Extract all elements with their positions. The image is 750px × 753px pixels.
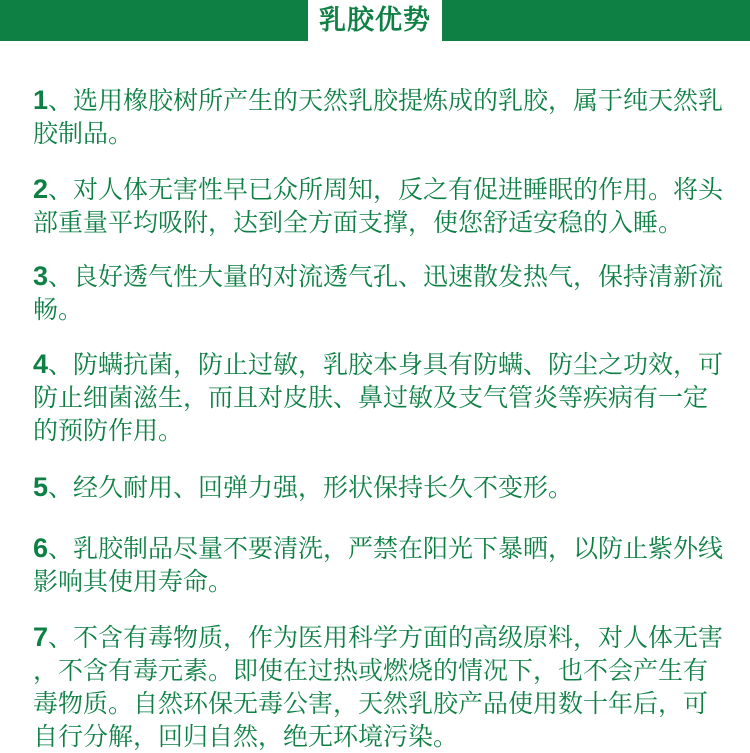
item-number: 5 <box>33 472 49 502</box>
advantage-item-7 <box>33 621 723 753</box>
advantage-item-2 <box>33 173 723 239</box>
item-text: 胶制品。 <box>33 119 134 148</box>
item-text: 的预防作用。 <box>33 416 184 445</box>
item-separator: 、 <box>48 86 74 115</box>
item-text: 经久耐用、回弹力强，形状保持长久不变形。 <box>73 473 574 502</box>
item-text: 乳胶制品尽量不要清洗，严禁在阳光下暴晒，以防止紫外线 <box>73 534 724 563</box>
item-number: 3 <box>33 261 49 291</box>
header-title-box <box>308 0 442 41</box>
item-number: 1 <box>33 85 49 115</box>
item-separator: 、 <box>48 350 74 379</box>
item-separator: 、 <box>48 262 74 291</box>
item-text: 防止细菌滋生，而且对皮肤、鼻过敏及支气管炎等疾病有一定 <box>33 383 709 412</box>
item-number: 7 <box>33 622 49 652</box>
advantage-item-6 <box>33 532 723 598</box>
item-text: 部重量平均吸附，达到全方面支撑，使您舒适安稳的入睡。 <box>33 208 684 237</box>
advantage-item-5 <box>33 471 573 504</box>
page-title: 乳胶优势 <box>319 5 431 36</box>
item-number: 4 <box>33 349 49 379</box>
item-separator: 、 <box>48 623 74 652</box>
advantage-item-4 <box>33 348 723 447</box>
item-separator: 、 <box>48 473 74 502</box>
item-text: 毒物质。自然环保无毒公害，天然乳胶产品使用数十年后，可 <box>33 689 709 718</box>
item-separator: 、 <box>48 534 74 563</box>
advantage-item-3 <box>33 260 723 326</box>
item-text: 对人体无害性早已众所周知，反之有促进睡眠的作用。将头 <box>73 175 724 204</box>
item-number: 6 <box>33 533 49 563</box>
item-text: 畅。 <box>33 295 84 324</box>
item-text: 影响其使用寿命。 <box>33 567 234 596</box>
item-text: 不含有毒物质，作为医用科学方面的高级原料，对人体无害 <box>73 623 724 652</box>
item-text: 良好透气性大量的对流透气孔、迅速散发热气，保持清新流 <box>73 262 724 291</box>
item-number: 2 <box>33 174 49 204</box>
item-text: 自行分解，回归自然，绝无环境污染。 <box>33 722 459 751</box>
item-separator: 、 <box>48 175 74 204</box>
advantage-item-1 <box>33 84 723 150</box>
item-text: 防螨抗菌，防止过敏，乳胶本身具有防螨、防尘之功效，可 <box>73 350 724 379</box>
item-text: 选用橡胶树所产生的天然乳胶提炼成的乳胶，属于纯天然乳 <box>73 86 724 115</box>
item-text: ，不含有毒元素。即使在过热或燃烧的情况下，也不会产生有 <box>33 656 709 685</box>
